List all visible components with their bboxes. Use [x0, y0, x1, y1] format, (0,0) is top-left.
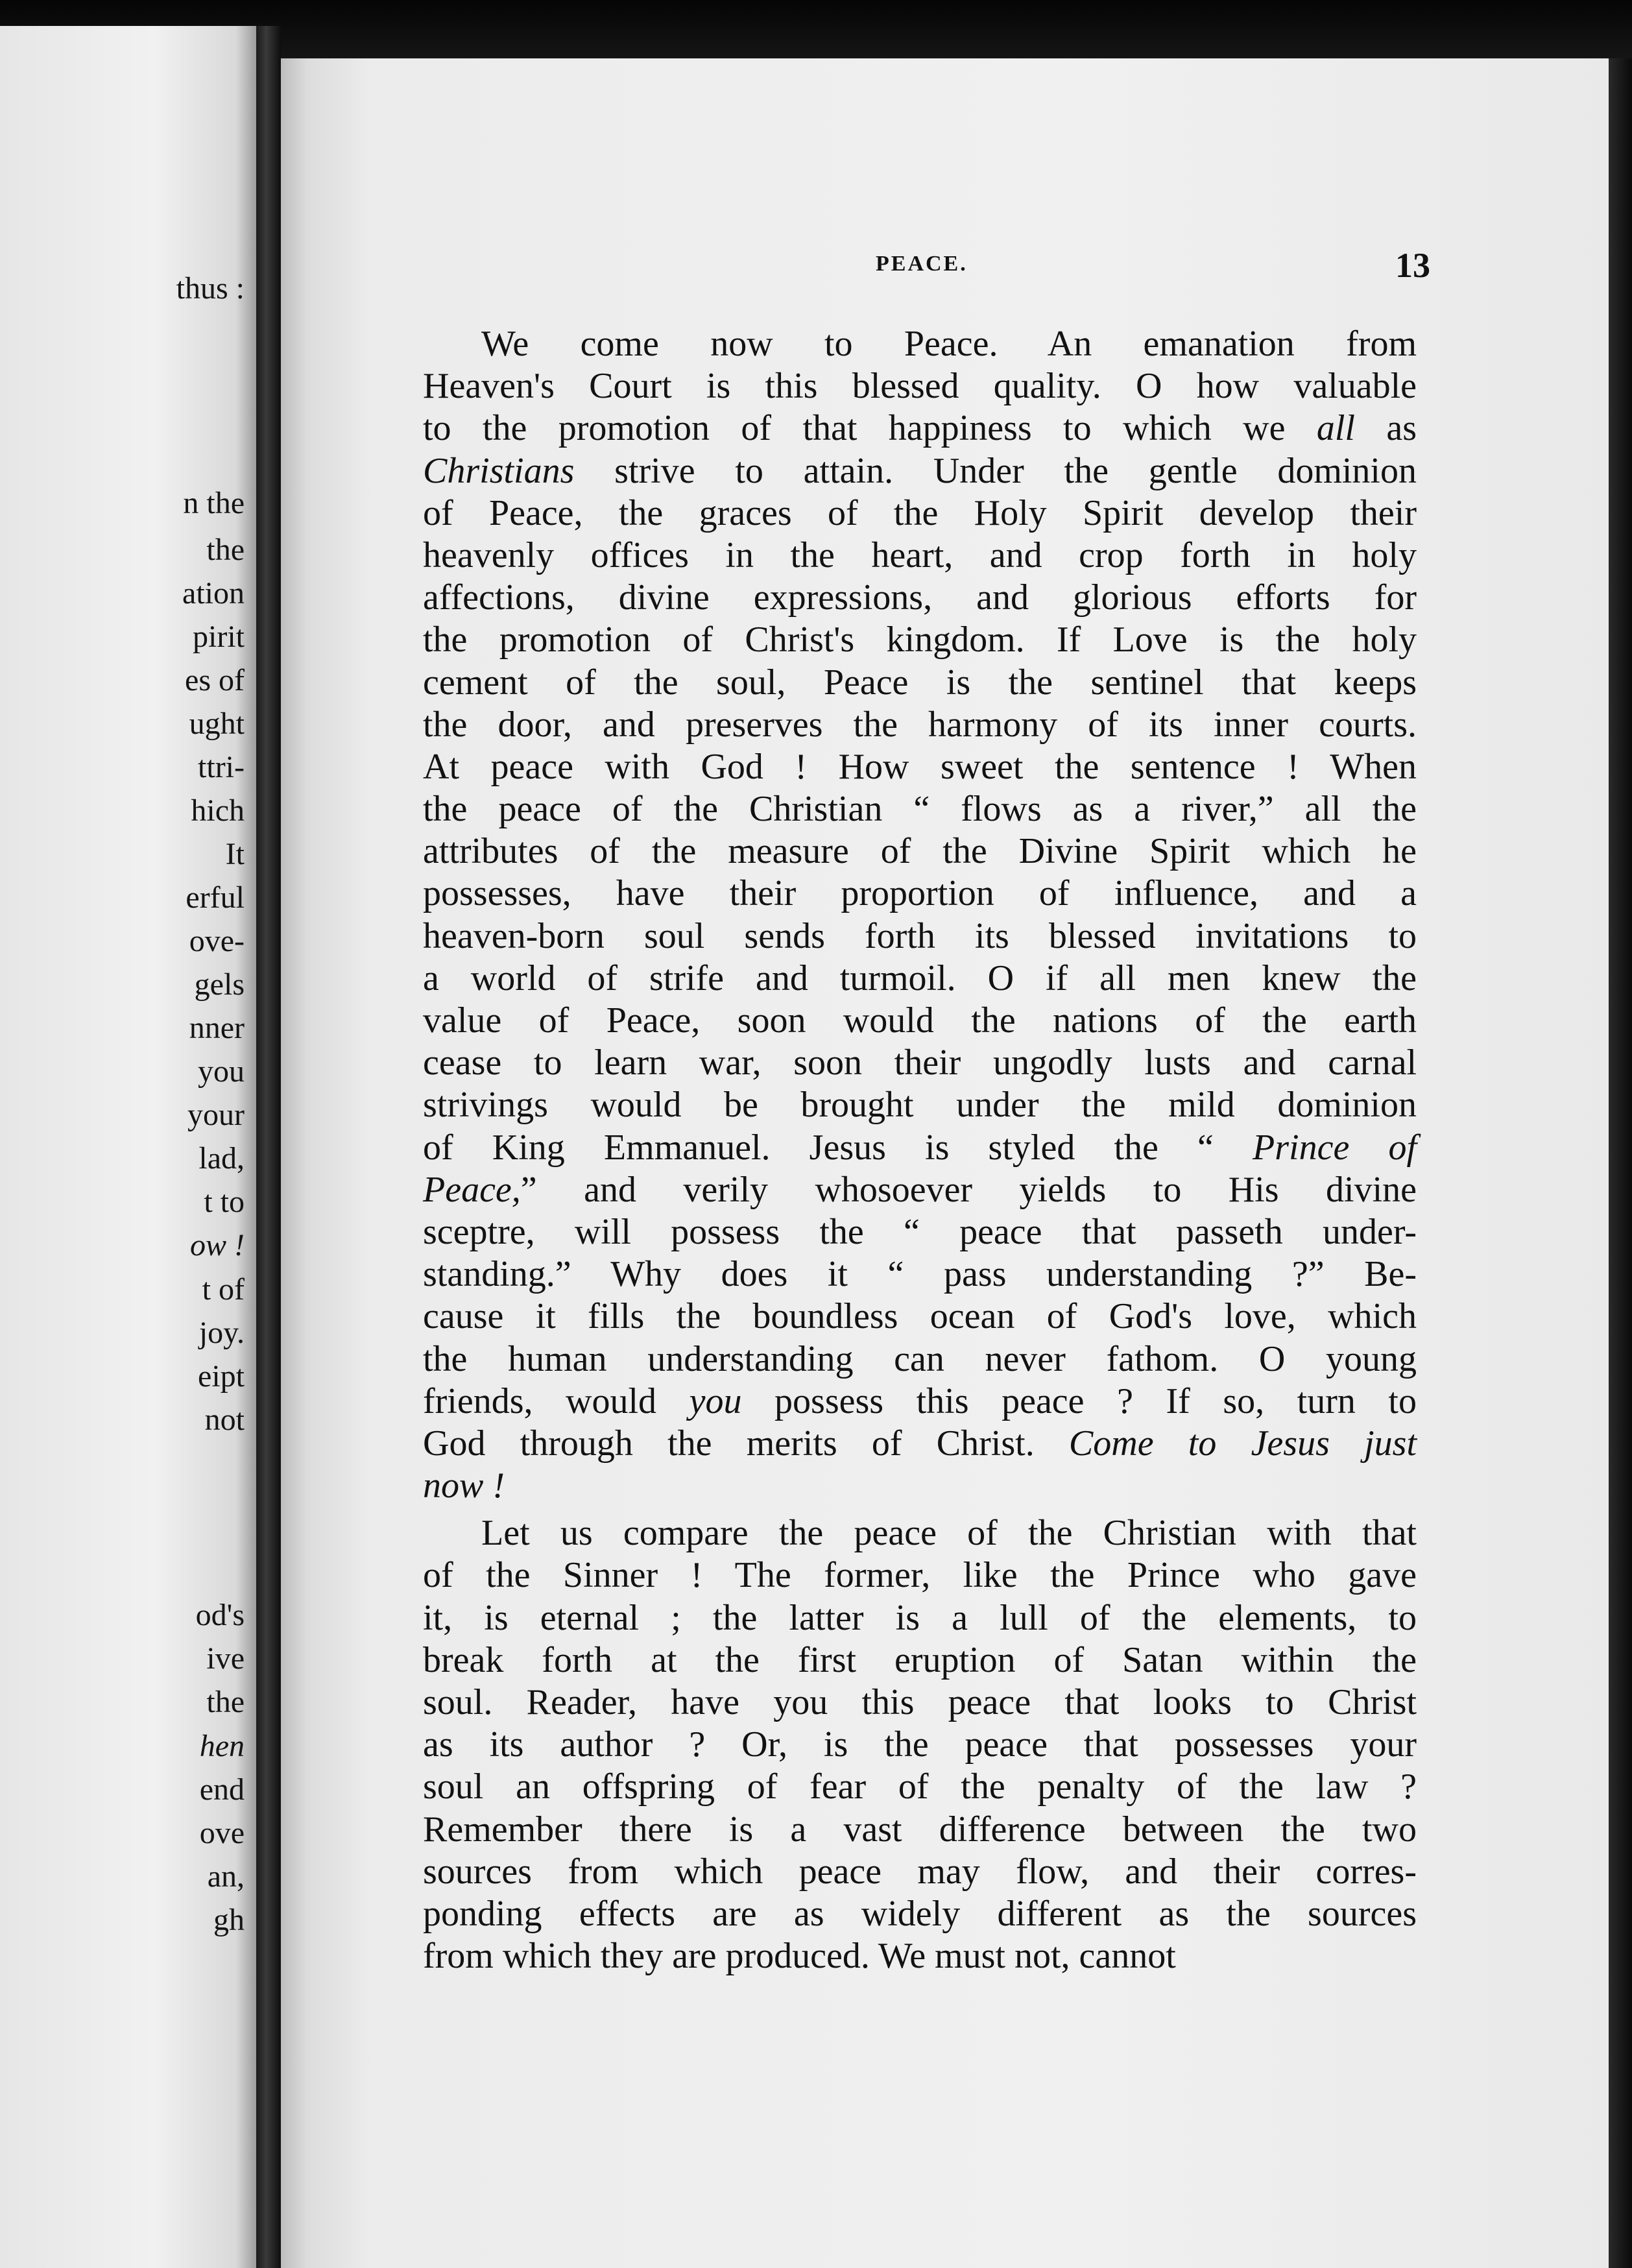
text-run: the door, and preserves the harmony of its inner courts.: [423, 704, 1417, 745]
left-page-text-fragment: end: [199, 1772, 245, 1807]
text-line: [423, 323, 1417, 365]
text-line: [423, 788, 1417, 830]
text-run: heaven-born soul sends forth its blessed invitations to: [423, 915, 1417, 956]
text-run: strivings would be brought under the mild dominion: [423, 1085, 1417, 1126]
text-run: cement of the soul, Peace is the sentinel that keeps: [423, 662, 1417, 703]
left-page-text-fragment: t to: [204, 1185, 245, 1219]
left-page-text-fragment: gels: [194, 967, 245, 1002]
text-line: [423, 958, 1417, 1000]
italic-text: Come to Jesus just: [1068, 1423, 1417, 1464]
left-page-text-fragment: not: [204, 1403, 245, 1437]
text-run: break forth at the first eruption of Satan within the: [423, 1639, 1417, 1680]
left-page-text-fragment: erful: [186, 880, 245, 915]
text-line: [423, 1465, 1417, 1507]
left-page-text-fragment: hich: [191, 793, 245, 828]
left-page-text-fragment: od's: [195, 1598, 245, 1632]
text-run: soul. Reader, have you this peace that looks to Christ: [423, 1682, 1417, 1722]
text-line: [423, 1381, 1417, 1423]
text-line: [423, 915, 1417, 958]
left-page-text-fragment: the: [206, 533, 245, 567]
text-run: a world of strife and turmoil. O if all men knew the: [423, 958, 1417, 998]
text-line: [423, 873, 1417, 915]
text-run: possesses, have their proportion of influence, and a: [423, 873, 1417, 914]
page-number: 13: [1395, 246, 1430, 285]
text-run: We come now to Peace. An emanation from: [481, 324, 1417, 364]
text-line: [423, 1935, 1417, 1977]
text-line: [423, 1512, 1417, 1554]
text-run: it, is eternal ; the latter is a lull of the elements, to: [423, 1597, 1417, 1638]
text-run: as its author ? Or, is the peace that possesses your: [423, 1724, 1417, 1765]
left-page-text-fragment: ught: [189, 706, 245, 741]
text-line: [423, 1042, 1417, 1084]
text-run: value of Peace, soon would the nations of the earth: [423, 1000, 1417, 1041]
text-line: [423, 1169, 1417, 1211]
text-run: ” and verily whosoever yields to His divine: [520, 1169, 1417, 1210]
text-line: [423, 619, 1417, 661]
text-run: of Peace, the graces of the Holy Spirit develop their: [423, 492, 1417, 533]
left-page-text-fragment: your: [187, 1098, 245, 1132]
text-line: [423, 746, 1417, 788]
text-run: Let us compare the peace of the Christian with that: [481, 1513, 1417, 1554]
book-gutter: [256, 26, 281, 2268]
text-line: [423, 662, 1417, 704]
left-page-text-fragment: ttri-: [198, 750, 245, 784]
left-page-text-fragment: you: [198, 1054, 245, 1089]
text-line: [423, 450, 1417, 492]
text-run: the human understanding can never fathom. O young: [423, 1338, 1417, 1379]
left-page-text-fragment: t of: [202, 1272, 245, 1307]
text-line: [423, 1682, 1417, 1724]
text-line: [423, 1127, 1417, 1169]
text-run: soul an offspring of fear of the penalty of the law ?: [423, 1767, 1417, 1807]
text-run: to the promotion of that happiness to which we: [423, 408, 1317, 449]
text-line: [423, 535, 1417, 577]
text-run: possess this peace ? If so, turn to: [741, 1381, 1417, 1421]
text-line: [423, 830, 1417, 873]
text-run: the peace of the Christian “ flows as a river,” all the: [423, 789, 1417, 830]
text-run: strive to attain. Under the gentle dominion: [574, 450, 1417, 491]
left-page-text-fragment: ation: [182, 576, 245, 610]
text-line: [423, 1423, 1417, 1465]
left-page-text-fragment: It: [225, 837, 245, 871]
text-line: [423, 1851, 1417, 1893]
scan-right-border: [1609, 58, 1632, 2268]
text-run: sceptre, will possess the “ peace that passeth under-: [423, 1211, 1417, 1252]
italic-text: you: [689, 1381, 742, 1421]
text-line: [423, 1724, 1417, 1766]
left-page-text-fragment: ow !: [190, 1228, 245, 1262]
left-page-text-fragment: thus :: [176, 271, 245, 306]
body-text: [423, 323, 1417, 1977]
text-line: [423, 1809, 1417, 1851]
text-run: sources from which peace may flow, and their corres-: [423, 1851, 1417, 1892]
left-page-text-fragment: nner: [189, 1011, 245, 1045]
text-line: [423, 1211, 1417, 1253]
left-page-text-fragment: ove: [199, 1816, 245, 1850]
text-line: [423, 1253, 1417, 1296]
left-page-text-fragment: n the: [183, 486, 245, 520]
left-page-text-fragment: the: [206, 1685, 245, 1719]
text-line: [423, 407, 1417, 450]
text-run: from which they are produced. We must not, cannot: [423, 1936, 1176, 1977]
text-line: [423, 1766, 1417, 1808]
italic-text: Christians: [423, 450, 575, 491]
text-run: cause it fills the boundless ocean of God's love, which: [423, 1296, 1417, 1337]
text-run: cease to learn war, soon their ungodly lusts and carnal: [423, 1043, 1417, 1083]
text-line: [423, 577, 1417, 619]
left-page-text-fragment: an,: [207, 1859, 245, 1894]
text-run: God through the merits of Christ.: [423, 1423, 1069, 1464]
text-run: heavenly offices in the heart, and crop forth in holy: [423, 535, 1417, 575]
text-line: [423, 1554, 1417, 1597]
left-page-text-fragment: ove-: [189, 924, 245, 958]
italic-text: now !: [423, 1466, 505, 1506]
left-page-text-fragment: eipt: [198, 1359, 245, 1393]
left-page-text-fragment: pirit: [193, 620, 245, 654]
text-run: of the Sinner ! The former, like the Prince who gave: [423, 1555, 1417, 1596]
text-line: [423, 1000, 1417, 1042]
text-line: [423, 704, 1417, 746]
text-line: [423, 1639, 1417, 1682]
page-header: [425, 245, 1430, 284]
text-line: [423, 1597, 1417, 1639]
left-page-text-fragment: joy.: [198, 1316, 245, 1350]
text-run: standing.” Why does it “ pass understanding ?” Be-: [423, 1254, 1417, 1295]
left-page-fragment: [0, 26, 256, 2268]
text-run: attributes of the measure of the Divine Spirit which he: [423, 831, 1417, 872]
left-page-text-fragment: hen: [199, 1729, 245, 1763]
text-line: [423, 492, 1417, 535]
left-page-text-fragment: ive: [206, 1641, 245, 1676]
text-run: ponding effects are as widely different as the sources: [423, 1893, 1417, 1934]
text-run: the promotion of Christ's kingdom. If Love is the holy: [423, 620, 1417, 660]
italic-text: Peace,: [423, 1169, 521, 1210]
text-line: [423, 1893, 1417, 1935]
paragraph: [423, 323, 1417, 1507]
italic-text: Prince of: [1253, 1127, 1417, 1168]
text-run: friends, would: [423, 1381, 690, 1421]
text-run: Remember there is a vast difference between the two: [423, 1809, 1417, 1850]
text-run: of King Emmanuel. Jesus is styled the “: [423, 1127, 1253, 1168]
paragraph: [423, 1512, 1417, 1977]
running-head: PEACE.: [876, 252, 968, 276]
text-run: as: [1354, 408, 1417, 449]
text-run: affections, divine expressions, and glorious efforts for: [423, 577, 1417, 618]
left-page-text-fragment: lad,: [198, 1141, 245, 1176]
text-line: [423, 1084, 1417, 1126]
text-line: [423, 365, 1417, 407]
left-page-text-fragment: es of: [185, 663, 245, 697]
italic-text: all: [1316, 408, 1355, 449]
left-page-text-fragment: gh: [213, 1903, 245, 1937]
text-line: [423, 1296, 1417, 1338]
text-run: Heaven's Court is this blessed quality. O how valuable: [423, 366, 1417, 407]
text-run: At peace with God ! How sweet the sentence ! When: [423, 746, 1417, 787]
text-line: [423, 1338, 1417, 1381]
